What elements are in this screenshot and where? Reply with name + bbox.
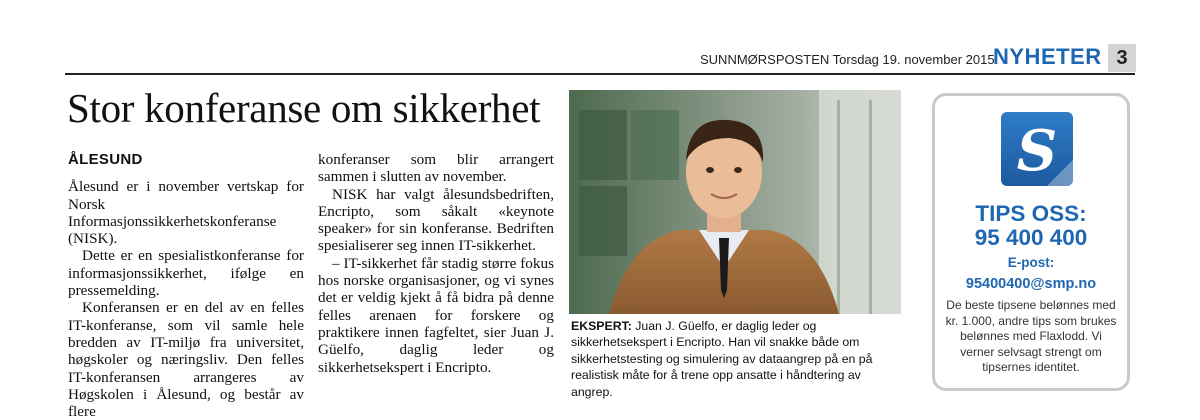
paragraph: – IT-sikkerhet får stadig større fokus hos norske organisasjoner, og vi synes det er veldig kjekt å få bidra på denne felles arenaen for forskere og praktikere innen fagfeltet, sier Juan J. Güelfo, daglig leder og sikkerhetsekspert i Encripto. <box>318 254 554 376</box>
logo-glyph: S <box>1016 118 1058 184</box>
smp-logo <box>1001 112 1073 186</box>
photo-caption <box>571 318 903 400</box>
portrait-photo <box>569 90 901 314</box>
dateline: ÅLESUND <box>68 151 143 168</box>
email-label: E-post: <box>1007 255 1055 270</box>
paragraph: Ålesund er i november vertskap for Norsk Informasjonssikkerhetskonferanse (NISK). <box>68 178 304 248</box>
smp-logo-icon <box>1001 112 1073 186</box>
page-number: 3 <box>1108 44 1136 72</box>
tips-email[interactable]: 95400400@smp.no <box>965 276 1097 292</box>
caption-text: Juan J. Güelfo, er daglig leder og sikkerhetsekspert i Encripto. Han vil snakke både om sikkerhetstesting og simulering av dataangrep på en på realistisk måte for å trene opp ansatte i håndtering av angrep. <box>571 319 873 399</box>
paragraph: NISK har valgt ålesundsbedriften, Encripto, som såkalt «keynote speaker» for sin konferanse. Bedriften spesialiserer seg innen IT-sikkerhet. <box>318 185 554 255</box>
portrait-illustration <box>569 90 901 314</box>
section-title: NYHETER <box>993 44 1102 69</box>
masthead <box>700 44 1140 74</box>
paragraph: Konferansen er en del av en felles IT-konferanse, som vil samle hele bredden av IT-miljø fra universitet, høgskoler og næringsliv. Den felles IT-konferansen arrangeres av Høgskolen i Ålesund, og består av flere <box>68 299 304 420</box>
tips-box <box>932 93 1130 391</box>
caption-label: EKSPERT: <box>571 319 632 333</box>
paragraph: Dette er en spesialistkonferanse for informasjonssikkerhet, ifølge en pressemelding. <box>68 247 304 300</box>
paper-name-date: SUNNMØRSPOSTEN Torsdag 19. november 2015 <box>700 52 995 67</box>
tips-title: TIPS OSS: <box>975 201 1087 226</box>
tips-phone[interactable]: 95 400 400 <box>974 225 1088 250</box>
article-column-2 <box>318 151 554 376</box>
masthead-rule <box>65 73 1135 75</box>
tips-info: De beste tipsene belønnes med kr. 1.000, andre tips som brukes belønnes med Flaxlodd. Vi verner selvsagt strengt om tipsernes identitet. <box>945 298 1117 374</box>
article-headline: Stor konferanse om sikkerhet <box>67 85 541 131</box>
paragraph: konferanser som blir arrangert sammen i slutten av november. <box>318 151 554 186</box>
article-column-1 <box>68 151 304 420</box>
